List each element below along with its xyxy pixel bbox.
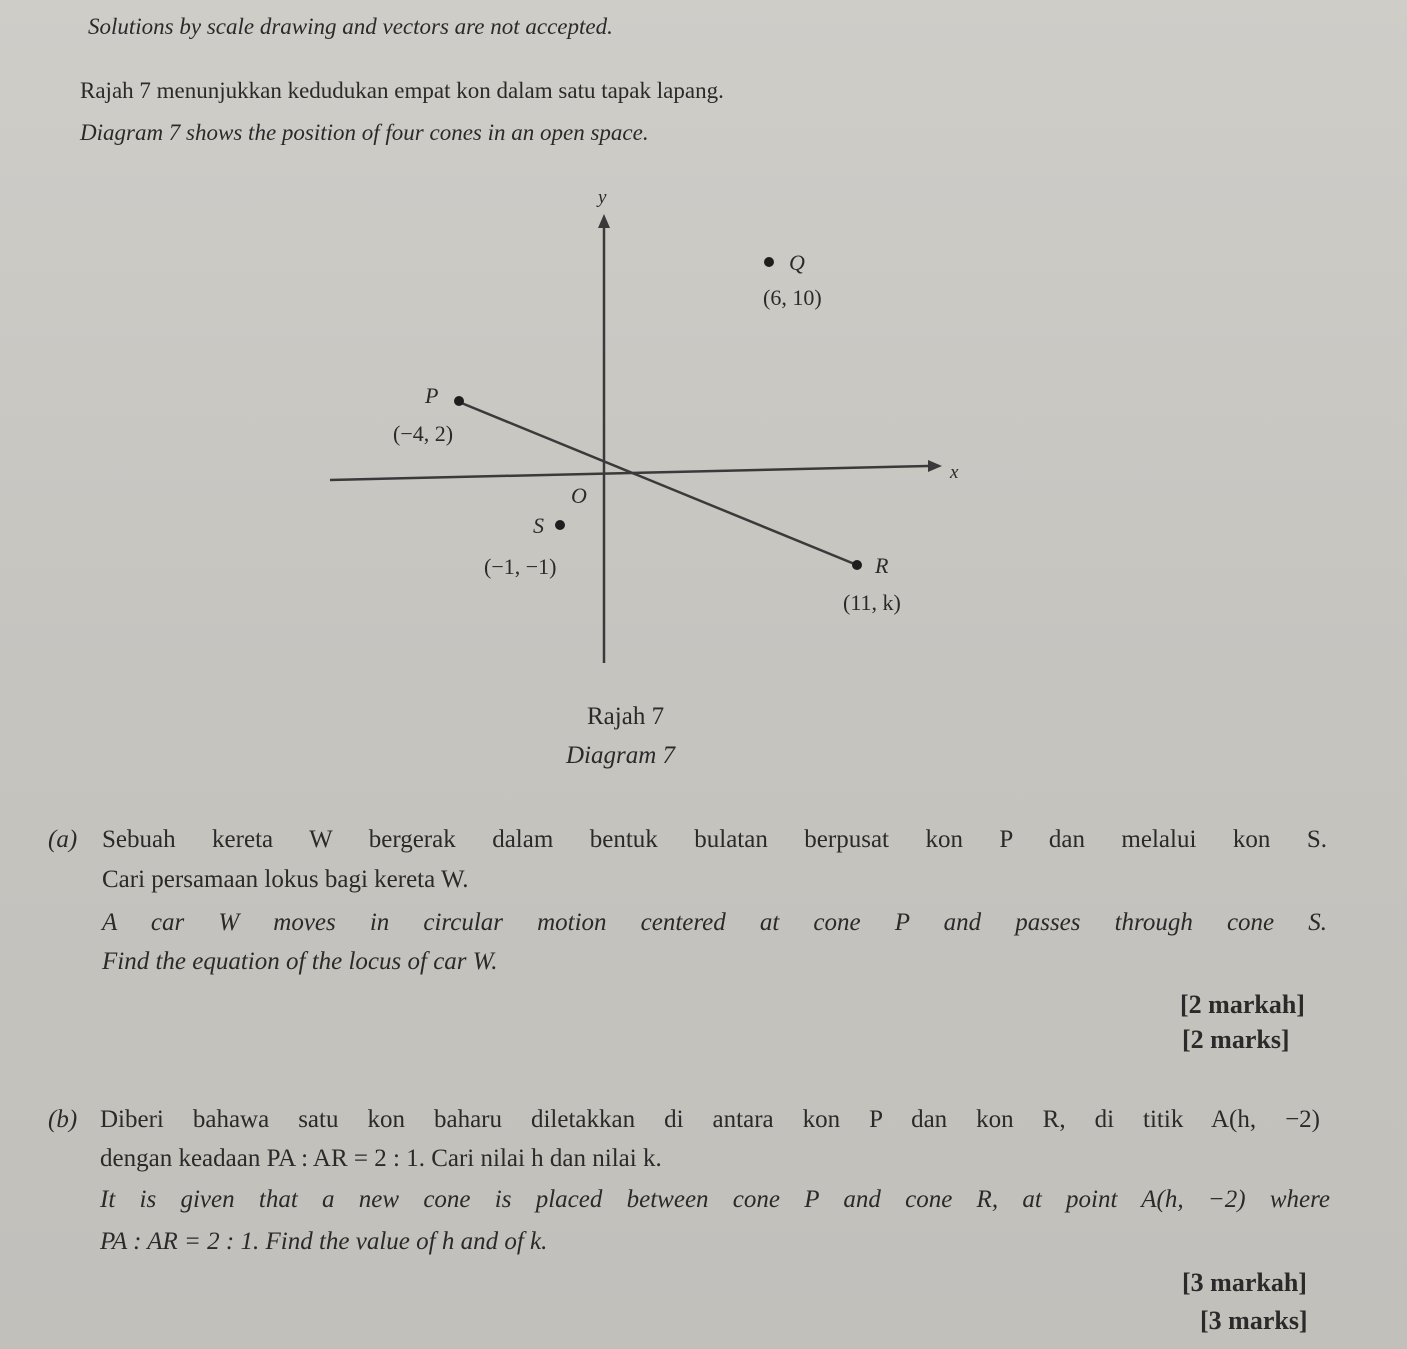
part-b-english-line2: PA : AR = 2 : 1. Find the value of h and of k.: [100, 1228, 548, 1255]
header-note: Solutions by scale drawing and vectors are not accepted.: [88, 14, 613, 39]
point-s-coord: (−1, −1): [484, 554, 557, 579]
point-s-label: S: [533, 513, 544, 538]
point-s-dot: [555, 520, 565, 530]
point-q-dot: [764, 257, 774, 267]
point-q-coord: (6, 10): [763, 285, 822, 310]
point-p-dot: [454, 396, 464, 406]
point-p-label: P: [425, 383, 439, 408]
part-a-malay-line1: Sebuah kereta W bergerak dalam bentuk bulatan berpusat kon P dan melalui kon S.: [102, 826, 1327, 853]
part-a-malay-line2: Cari persamaan lokus bagi kereta W.: [102, 866, 469, 893]
part-b-marks-malay: [3 markah]: [1182, 1268, 1307, 1297]
y-axis-arrow: [598, 214, 610, 228]
intro-english: Diagram 7 shows the position of four cones in an open space.: [80, 120, 649, 145]
point-r-label: R: [875, 553, 889, 578]
line-p-to-r: [459, 402, 857, 565]
x-axis: [330, 466, 928, 480]
y-axis-label: y: [598, 187, 607, 208]
point-r-coord: (11, k): [843, 590, 901, 615]
diagram-caption-malay: Rajah 7: [587, 703, 665, 730]
intro-malay: Rajah 7 menunjukkan kedudukan empat kon dalam satu tapak lapang.: [80, 78, 724, 103]
part-b-malay-line1: Diberi bahawa satu kon baharu diletakkan di antara kon P dan kon R, di titik A(h, −2): [100, 1106, 1320, 1133]
point-q-label: Q: [789, 250, 805, 275]
part-b-label: (b): [48, 1106, 78, 1133]
part-b-malay-line2: dengan keadaan PA : AR = 2 : 1. Cari nilai h dan nilai k.: [100, 1145, 662, 1172]
part-b-marks-english: [3 marks]: [1200, 1306, 1308, 1335]
part-a-english-line2: Find the equation of the locus of car W.: [102, 948, 498, 975]
diagram-caption-english: Diagram 7: [566, 742, 676, 769]
x-axis-label: x: [950, 462, 959, 483]
part-a-label: (a): [48, 826, 78, 853]
part-a-marks-english: [2 marks]: [1182, 1025, 1290, 1054]
part-a-english-line1: A car W moves in circular motion centered at cone P and passes through cone S.: [102, 909, 1327, 936]
part-b-english-line1: It is given that a new cone is placed between cone P and cone R, at point A(h, −2) where: [100, 1186, 1330, 1213]
origin-label: O: [571, 483, 587, 508]
part-a-marks-malay: [2 markah]: [1180, 990, 1305, 1019]
x-axis-arrow: [928, 460, 942, 472]
point-p-coord: (−4, 2): [393, 421, 454, 446]
point-r-dot: [852, 560, 862, 570]
